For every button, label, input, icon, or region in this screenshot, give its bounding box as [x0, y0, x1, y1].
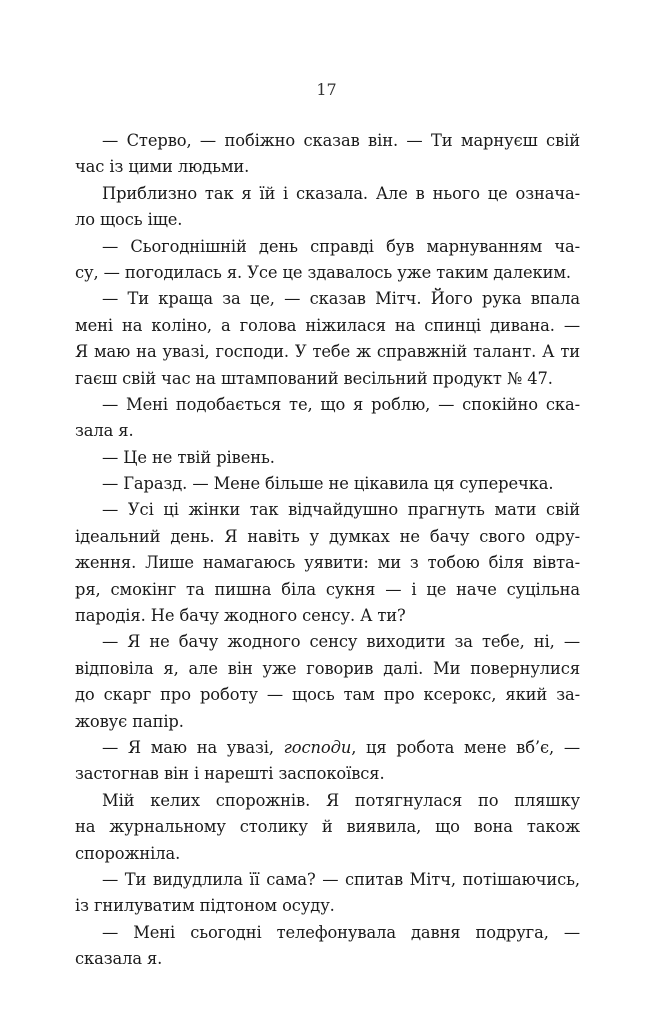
text-line: — Сьогоднішній день справді був марнуванням ча-: [102, 236, 580, 256]
text-line: мені на коліно, а голова ніжилася на спинці дивана. —: [75, 315, 580, 335]
body-text: [75, 128, 580, 973]
text-line: ідеальний день. Я навіть у думках не бачу свого одру-: [75, 526, 580, 546]
text-line: Мій келих спорожнів. Я потягнулася по пляшку: [102, 790, 580, 810]
text-line: Я маю на увазі, господи. У тебе ж справжній талант. А ти: [75, 342, 580, 362]
text-line: — Ти краща за це, — сказав Мітч. Його рука впала: [102, 289, 580, 309]
text-line: — Усі ці жінки так відчайдушно прагнуть мати свій: [102, 500, 580, 520]
text-line: сказала я.: [75, 949, 163, 969]
page-number: 17: [316, 80, 337, 99]
text-line: ло щось іще.: [75, 210, 183, 230]
text-line: — Ти видудлила її сама? — спитав Мітч, потішаючись,: [102, 869, 580, 889]
text-line: [75, 735, 580, 761]
text-line: — Я не бачу жодного сенсу виходити за тебе, ні, —: [102, 632, 580, 652]
text-line: ження. Лише намагаюсь уявити: ми з тобою біля вівта-: [75, 553, 580, 573]
emphasis-text: господи: [283, 737, 352, 757]
text-line: — Стерво, — побіжно сказав він. — Ти марнуєш свій: [102, 131, 580, 150]
text-line: час із цими людьми.: [75, 157, 250, 177]
text-line: жовує папір.: [75, 711, 184, 731]
text-line: — Гаразд. — Мене більше не цікавила ця суперечка.: [102, 474, 554, 494]
text-line: спорожніла.: [75, 843, 181, 863]
text-line: до скарг про роботу — щось там про ксерокс, який за-: [75, 685, 580, 705]
text-line: Приблизно так я їй і сказала. Але в нього це означа-: [102, 183, 580, 203]
text-line: із гнилуватим підтоном осуду.: [75, 896, 335, 916]
text-line: пародія. Не бачу жодного сенсу. А ти?: [75, 606, 406, 626]
text-line: зала я.: [75, 421, 134, 441]
text-line: ря, смокінг та пишна біла сукня — і це наче суцільна: [75, 579, 580, 599]
text-line: відповіла я, але він уже говорив далі. Ми повернулися: [75, 658, 580, 678]
text-line: — Мені сьогодні телефонувала давня подруга, —: [102, 922, 580, 942]
text-line: — Мені подобається те, що я роблю, — спокійно ска-: [102, 394, 580, 414]
text-line: су, — погодилась я. Усе це здавалось уже таким далеким.: [75, 262, 571, 282]
text-segment: — Я маю на увазі,: [102, 737, 284, 757]
text-line: гаєш свій час на штампований весільний продукт № 47.: [75, 368, 553, 388]
text-line: на журнальному столику й виявила, що вона також: [75, 817, 580, 837]
text-line: застогнав він і нарешті заспокоївся.: [75, 764, 385, 784]
text-line: — Це не твій рівень.: [102, 447, 275, 467]
text-segment: , ця робота мене вб’є, —: [351, 737, 580, 757]
